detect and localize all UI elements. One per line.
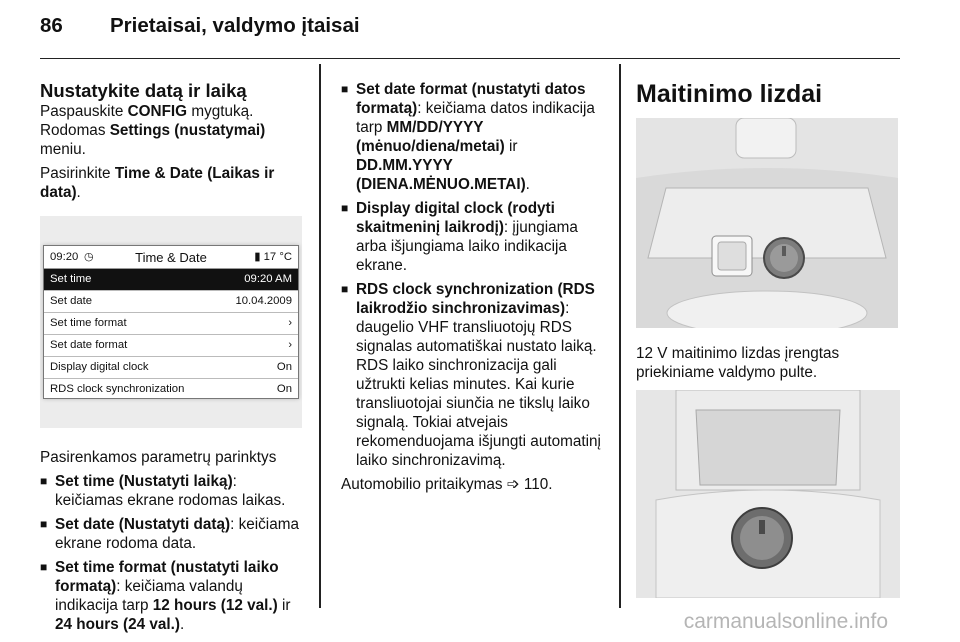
column-divider (619, 64, 621, 608)
screen-row-set-date-format[interactable]: Set date format › (44, 335, 298, 357)
list-item: ■ Set time (Nustatyti laiką): keičiamas ekrane rodomas laikas. (40, 472, 306, 510)
screen-row-display-digital-clock[interactable]: Display digital clock On (44, 357, 298, 379)
clock-icon: ◷ (84, 250, 94, 263)
paragraph: Paspauskite CONFIG mygtuką. Rodomas Settings (nustatymai) meniu. (40, 103, 266, 158)
paragraph: Pasirinkite Time & Date (Laikas ir data). (40, 165, 275, 201)
option-list (341, 80, 609, 470)
page-number: 86 (40, 14, 63, 37)
time-date-screen (43, 245, 299, 399)
phone-icon: ▮ (254, 250, 261, 263)
screen-row-rds-clock-sync[interactable]: RDS clock synchronization On (50, 383, 292, 395)
list-item: ■ Set date format (nustatyti datos formatą): keičiama datos indikacija tarp MM/DD/YYYY (mėnuo/diena/metai) ir DD.MM.YYYY (DIENA.MĖNUO.METAI). (341, 80, 609, 194)
power-outlet-closeup-photo (636, 390, 900, 598)
page-header (40, 14, 360, 38)
caption: 12 V maitinimo lizdas įrengtas priekiniame valdymo pulte. (636, 345, 840, 381)
screen-clock: 09:20 (50, 250, 79, 263)
screen-title: Time & Date (135, 249, 207, 265)
list-item: ■ Set date (Nustatyti datą): keičiama ekrane rodoma data. (40, 515, 306, 553)
chevron-right-icon: › (288, 339, 292, 351)
reference-page-link[interactable]: 110. (519, 476, 553, 493)
console-illustration (636, 118, 898, 328)
list-item: ■ Display digital clock (rodyti skaitmeninį laikrodį): įjungiama arba išjungiama laiko indikacija ekrane. (341, 199, 609, 275)
section-heading: Nustatykite datą ir laiką (40, 80, 247, 101)
header-rule (40, 58, 900, 59)
column-divider (319, 64, 321, 608)
column-3 (636, 78, 906, 598)
chevron-right-icon: › (288, 317, 292, 329)
paragraph: Pasirenkamos parametrų parinktys (40, 449, 277, 466)
column-2 (341, 80, 609, 499)
screen-row-set-time[interactable]: Set time 09:20 AM (44, 269, 298, 291)
display-screenshot (40, 216, 302, 428)
reference-arrow-icon: ➩ (506, 476, 520, 493)
screen-row-set-date[interactable]: Set date 10.04.2009 (44, 291, 298, 313)
screen-temperature: ▮ 17 °C (254, 250, 292, 263)
list-item: ■ RDS clock synchronization (RDS laikrodžio sinchronizavimas): daugelio VHF transliuotojų RDS signalas automatiškai nustato laiką. RDS laiko sinchronizacija gali užtrukti kelias minutes. Kai kurie transliuotojai siunčia ne tikslų laiko signalą. Tokiai atvejais rekomenduojama išjungti automatinį laiko sinchronizavimą. (341, 280, 609, 470)
power-outlet-photo (636, 118, 898, 328)
page-title: Prietaisai, valdymo įtaisai (110, 14, 360, 37)
console-closeup-illustration (636, 390, 900, 598)
screen-topbar (44, 246, 298, 269)
option-list (40, 472, 306, 634)
watermark: carmanualsonline.info (683, 610, 888, 633)
column-1 (40, 80, 306, 639)
list-item: ■ Set time format (nustatyti laiko formatą): keičiama valandų indikacija tarp 12 hours (12 val.) ir 24 hours (24 val.). (40, 558, 306, 634)
section-heading: Maitinimo lizdai (636, 80, 823, 108)
screen-row-set-time-format[interactable]: Set time format › (44, 313, 298, 335)
cross-reference: Automobilio pritaikymas ➩ 110. (341, 476, 553, 493)
